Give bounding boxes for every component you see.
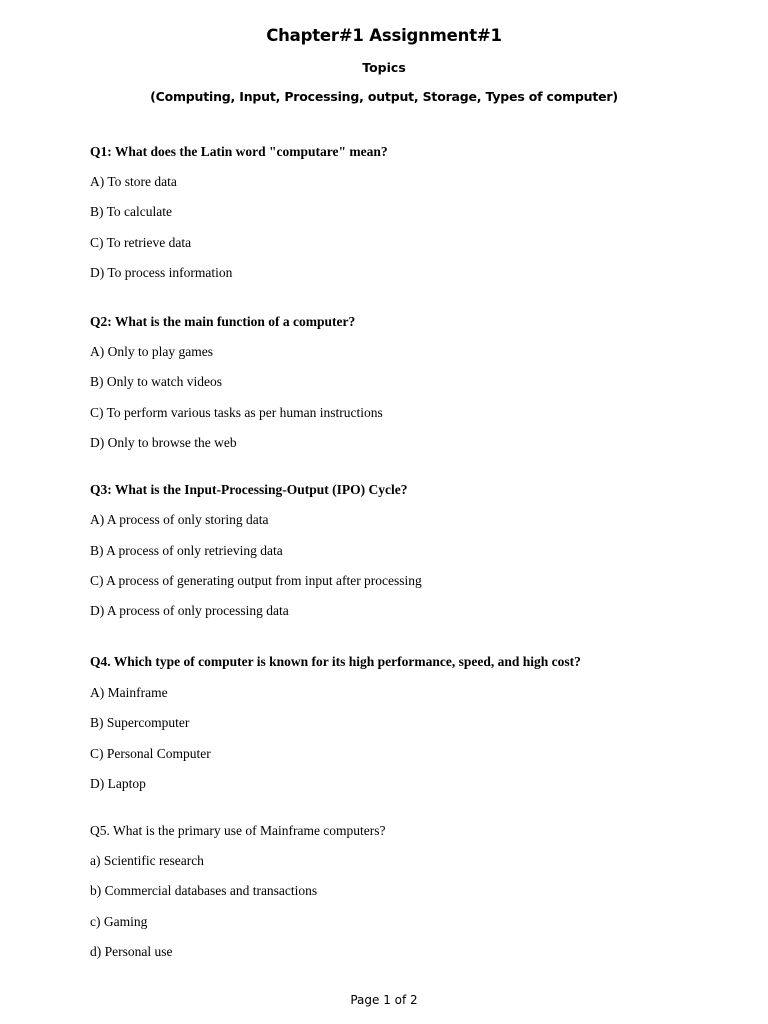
q2-option-b: B) Only to watch videos	[90, 374, 222, 389]
question-4: Q4. Which type of computer is known for its high performance, speed, and high cost?	[90, 654, 581, 669]
topics-list: (Computing, Input, Processing, output, Storage, Types of computer)	[150, 89, 618, 104]
q5-option-b: b) Commercial databases and transactions	[90, 883, 318, 898]
q5-option-d: d) Personal use	[90, 944, 173, 959]
q3-option-d: D) A process of only processing data	[90, 603, 289, 618]
q2-option-c: C) To perform various tasks as per human instructions	[90, 405, 383, 420]
q4-option-d: D) Laptop	[90, 776, 146, 791]
q5-option-c: c) Gaming	[90, 914, 148, 929]
document-title: Chapter#1 Assignment#1	[266, 26, 502, 45]
page-indicator: Page 1 of 2	[350, 993, 418, 1007]
question-1: Q1: What does the Latin word "computare" mean?	[90, 144, 388, 159]
q2-option-d: D) Only to browse the web	[90, 435, 237, 450]
question-3: Q3: What is the Input-Processing-Output (IPO) Cycle?	[90, 482, 408, 497]
q1-option-b: B) To calculate	[90, 204, 173, 219]
question-2: Q2: What is the main function of a computer?	[90, 314, 356, 329]
q3-option-c: C) A process of generating output from input after processing	[90, 573, 422, 588]
topics-heading: Topics	[362, 60, 406, 75]
question-5: Q5. What is the primary use of Mainframe computers?	[90, 823, 386, 838]
q4-option-c: C) Personal Computer	[90, 746, 211, 761]
q5-option-a: a) Scientific research	[90, 853, 204, 868]
q3-option-b: B) A process of only retrieving data	[90, 543, 283, 558]
q1-option-d: D) To process information	[90, 265, 233, 280]
q2-option-a: A) Only to play games	[90, 344, 213, 359]
q4-option-b: B) Supercomputer	[90, 715, 190, 730]
q4-option-a: A) Mainframe	[90, 685, 168, 700]
q1-option-c: C) To retrieve data	[90, 235, 192, 250]
q1-option-a: A) To store data	[90, 174, 177, 189]
q3-option-a: A) A process of only storing data	[90, 512, 269, 527]
